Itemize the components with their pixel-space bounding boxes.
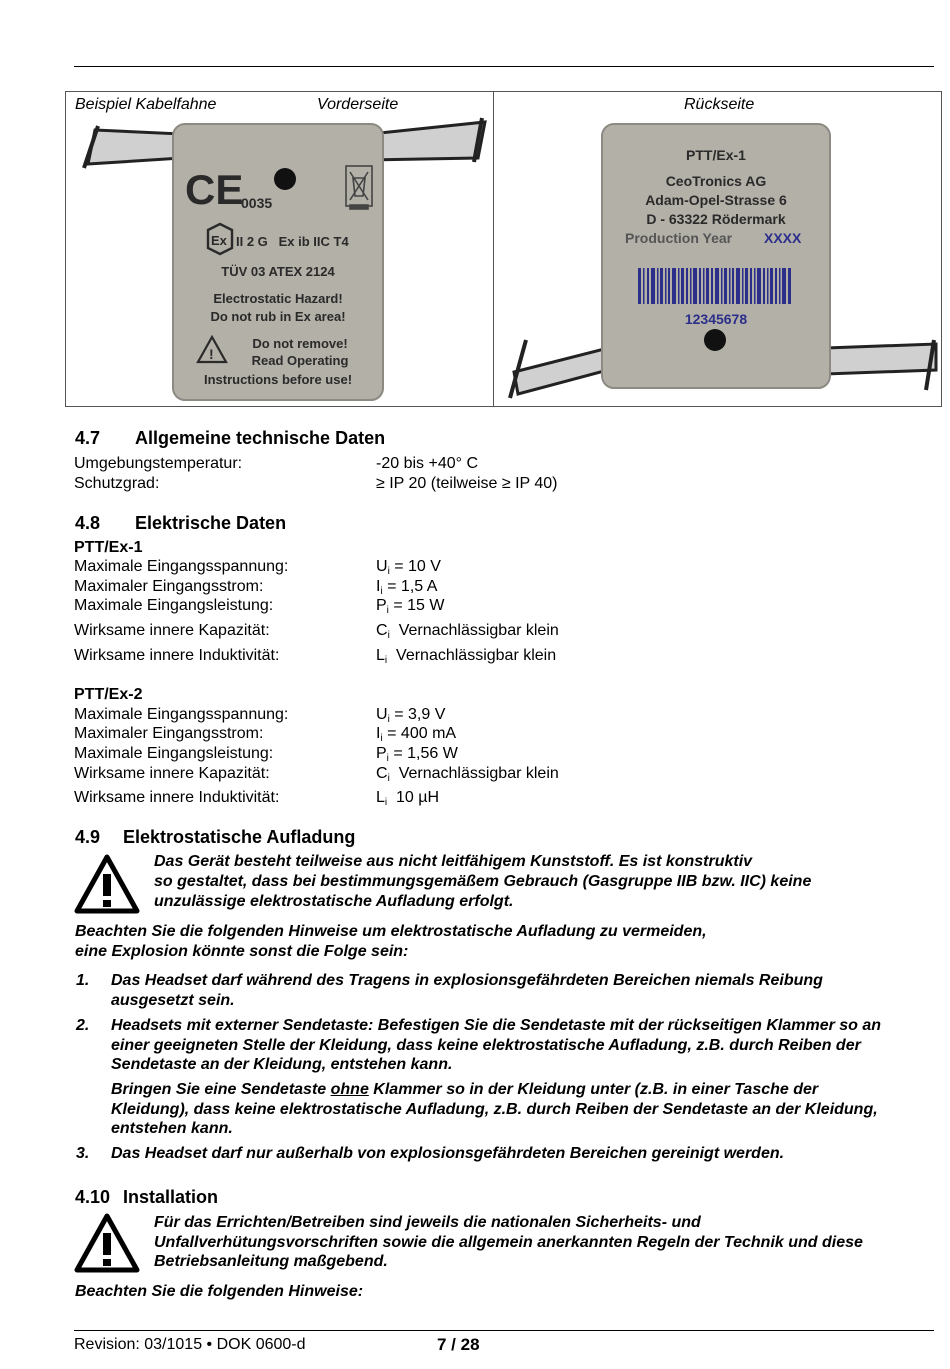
hazard-line-2: Do not rub in Ex area!: [210, 309, 346, 324]
ptt2-current-value: $I_i = 400$ mA: [376, 725, 457, 744]
ptt2-inductivity-value: $L_i$ 10 µH: [376, 789, 440, 808]
figure-divider: [493, 91, 494, 407]
install-warning-line-3: Betriebsanleitung maßgebend.: [154, 1253, 388, 1270]
svg-text:Ex: Ex: [211, 233, 227, 248]
tag-company: CeoTronics AG: [665, 173, 767, 189]
right-cable: [826, 344, 936, 374]
footer-rule: [74, 1330, 934, 1331]
tag-production-value: XXXX: [764, 230, 802, 246]
ptt-ex-2-heading: PTT/Ex-2: [74, 686, 143, 703]
remove-line-2: Read Operating: [251, 353, 349, 368]
footer-revision: Revision: 03/1015 • DOK 0600-d: [74, 1336, 306, 1353]
warning-triangle-icon: [74, 1213, 140, 1273]
install-warning-line-1: Für das Errichten/Betreiben sind jeweils die nationalen Sicherheits- und: [154, 1214, 701, 1231]
tag-production-label: Production Year: [625, 230, 733, 246]
tag-city: D - 63322 Rödermark: [646, 211, 786, 227]
ptt1-voltage-value: $U_i = 10$ V: [376, 558, 441, 577]
ptt2-voltage-value: $U_i = 3,9$ V: [376, 706, 446, 725]
figure-caption-example: Beispiel Kabelfahne: [75, 96, 217, 113]
tag-street: Adam-Opel-Strasse 6: [645, 192, 787, 208]
list-item-1-number: 1.: [76, 972, 90, 989]
left-cable: [514, 348, 608, 394]
tag-hole: [704, 329, 726, 351]
ptt2-current-label: Maximaler Eingangsstrom:: [74, 725, 264, 742]
list-item-2-line-1: Headsets mit externer Sendetaste: Befestigen Sie die Sendetaste mit der rückseitigen Klammer so an: [111, 1017, 882, 1034]
ptt2-capacity-label: Wirksame innere Kapazität:: [74, 765, 270, 782]
svg-text:!: !: [209, 346, 214, 362]
esd-intro-line-1: Beachten Sie die folgenden Hinweise um elektrostatische Aufladung zu vermeiden,: [75, 923, 707, 940]
list-item-2-line-3: Sendetaste an der Kleidung, entstehen kann.: [111, 1056, 453, 1073]
hazard-line-1: Electrostatic Hazard!: [213, 291, 343, 306]
install-notes-intro: Beachten Sie die folgenden Hinweise:: [75, 1283, 364, 1300]
section-4-7-heading: 4.7 Allgemeine technische Daten: [75, 428, 386, 448]
esd-warning-line-1: Das Gerät besteht teilweise aus nicht leitfähigem Kunststoff. Es ist konstruktiv: [154, 853, 753, 870]
protection-value: ≥ IP 20 (teilweise ≥ IP 40): [376, 475, 558, 492]
tag-model: PTT/Ex-1: [686, 147, 746, 163]
ptt2-power-value: $P_i = 1,56$ W: [376, 745, 458, 764]
list-item-2-number: 2.: [76, 1017, 90, 1034]
section-4-8-heading: 4.8 Elektrische Daten: [75, 513, 287, 533]
ptt1-current-value: $I_i = 1,5$ A: [376, 578, 438, 597]
esd-intro-line-2: eine Explosion könnte sonst die Folge sein:: [75, 943, 409, 960]
notified-body-number: 0035: [241, 195, 273, 211]
list-item-2b-line-1: Bringen Sie eine Sendetaste ohne Klammer so in der Kleidung unter (z.B. in einer Tasche der: [111, 1081, 819, 1098]
ptt1-capacity-value: $C_i$ Vernachlässigbar klein: [376, 622, 559, 641]
section-4-9-heading: 4.9 Elektrostatische Aufladung: [75, 827, 356, 847]
ce-mark: CE: [185, 166, 244, 213]
ptt1-voltage-label: Maximale Eingangsspannung:: [74, 558, 289, 575]
left-cable: [88, 130, 182, 164]
tag-hole: [274, 168, 296, 190]
list-item-1-line-1: Das Headset darf während des Tragens in explosionsgefährdeten Bereichen niemals Reibung: [111, 972, 823, 989]
temp-label: Umgebungstemperatur:: [74, 455, 243, 472]
footer-page-number: 7 / 28: [437, 1335, 480, 1354]
back-label-image: [496, 112, 940, 404]
esd-warning-line-3: unzulässige elektrostatische Aufladung erfolgt.: [154, 893, 514, 910]
ptt1-current-label: Maximaler Eingangsstrom:: [74, 578, 264, 595]
ptt2-inductivity-label: Wirksame innere Induktivität:: [74, 789, 280, 806]
remove-line-1: Do not remove!: [252, 336, 348, 351]
list-item-1-line-2: ausgesetzt sein.: [111, 992, 235, 1009]
temp-value: -20 bis +40° C: [376, 455, 479, 472]
certificate-number: TÜV 03 ATEX 2124: [221, 264, 335, 279]
ptt1-inductivity-value: $L_i$ Vernachlässigbar klein: [376, 647, 557, 666]
ptt1-power-value: $P_i = 15$ W: [376, 597, 445, 616]
ptt1-inductivity-label: Wirksame innere Induktivität:: [74, 647, 280, 664]
list-item-2b-line-3: entstehen kann.: [111, 1120, 233, 1137]
remove-line-3: Instructions before use!: [203, 372, 353, 387]
list-item-3-line-1: Das Headset darf nur außerhalb von explosionsgefährdeten Bereichen gereinigt werden.: [111, 1145, 785, 1162]
list-item-2-line-2: einer geeigneten Stelle der Kleidung, dass keine elektrostatische Aufladung, z.B. durch Reiben der: [111, 1037, 861, 1054]
header-rule: [74, 66, 934, 67]
section-4-10-heading: 4.10 Installation: [75, 1187, 219, 1207]
protection-label: Schutzgrad:: [74, 475, 160, 492]
list-item-3-number: 3.: [76, 1145, 90, 1162]
ex-marking: II 2 G Ex ib IIC T4: [236, 234, 349, 249]
ptt2-capacity-value: $C_i$ Vernachlässigbar klein: [376, 765, 559, 784]
figure-caption-back: Rückseite: [684, 96, 755, 113]
tag-serial: 12345678: [684, 311, 748, 327]
esd-warning-line-2: so gestaltet, dass bei bestimmungsgemäßem Gebrauch (Gasgruppe IIB bzw. IIC) keine: [154, 873, 812, 890]
ptt2-power-label: Maximale Eingangsleistung:: [74, 745, 274, 762]
warning-triangle-icon: [74, 854, 140, 914]
figure-caption-front: Vorderseite: [317, 96, 399, 113]
ptt2-voltage-label: Maximale Eingangsspannung:: [74, 706, 289, 723]
ptt-ex-1-heading: PTT/Ex-1: [74, 539, 143, 556]
ptt1-power-label: Maximale Eingangsleistung:: [74, 597, 274, 614]
ptt1-capacity-label: Wirksame innere Kapazität:: [74, 622, 270, 639]
list-item-2b-line-2: Kleidung), dass keine elektrostatische Aufladung, z.B. durch Reiben der Sendetaste an der Kleidung,: [111, 1101, 878, 1118]
install-warning-line-2: Unfallverhütungsvorschriften sowie die allgemein anerkannten Regeln der Technik und diese: [154, 1234, 863, 1251]
right-cable: [370, 122, 485, 160]
front-label-image: [70, 112, 490, 404]
